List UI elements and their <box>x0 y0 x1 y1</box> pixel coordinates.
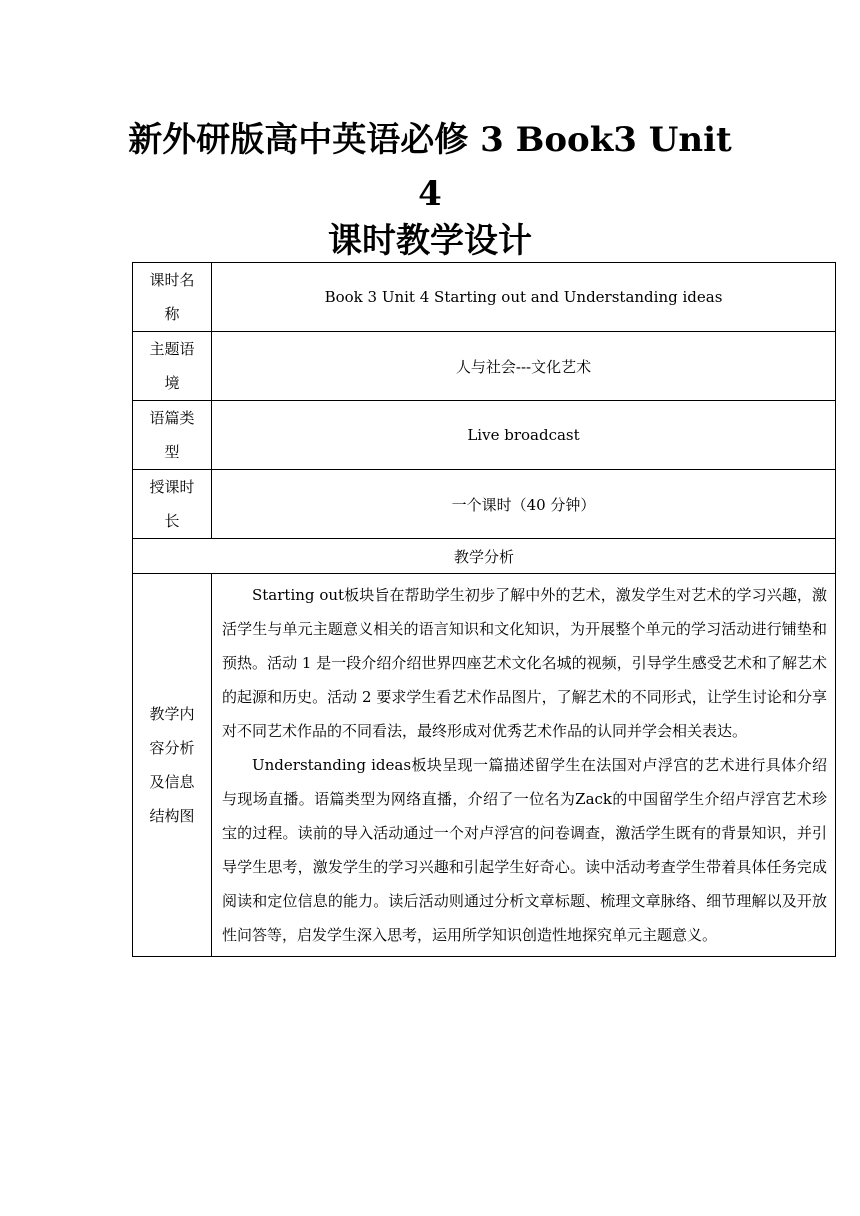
row-value: 一个课时（40 分钟） <box>212 470 836 539</box>
document-title-line-2: 4 <box>418 174 442 214</box>
row-value: 人与社会---文化艺术 <box>212 332 836 401</box>
analysis-paragraph-2: Understanding ideas板块呈现一篇描述留学生在法国对卢浮宫的艺术进行具体介绍与现场直播。语篇类型为网络直播，介绍了一位名为Zack的中国留学生介绍卢浮宫艺术珍宝的过程。读前的导入活动通过一个对卢浮宫的问卷调查，激活学生既有的背景知识，并引导学生思考，激发学生的学习兴趣和引起学生好奇心。读中活动考查学生带着具体任务完成阅读和定位信息的能力。读后活动则通过分析文章标题、梳理文章脉络、细节理解以及开放性问答等，启发学生深入思考，运用所学知识创造性地探究单元主题意义。 <box>222 756 828 944</box>
section-header-row <box>133 539 836 574</box>
row-label-line: 语篇类 <box>149 409 195 427</box>
analysis-label-line: 教学内 <box>149 705 195 723</box>
row-label-line: 境 <box>164 374 180 392</box>
row-label-line: 主题语 <box>149 340 195 358</box>
row-label <box>133 470 212 539</box>
row-label-line: 课时名 <box>149 271 195 289</box>
row-label <box>133 332 212 401</box>
analysis-content <box>212 574 836 957</box>
analysis-label <box>133 574 212 957</box>
row-label-line: 称 <box>164 305 180 323</box>
analysis-label-line: 及信息 <box>149 773 195 791</box>
analysis-row <box>133 574 836 957</box>
analysis-label-line: 结构图 <box>149 807 195 825</box>
analysis-paragraph-1: Starting out板块旨在帮助学生初步了解中外的艺术，激发学生对艺术的学习兴趣，激活学生与单元主题意义相关的语言知识和文化知识，为开展整个单元的学习活动进行铺垫和预热。活动 1 是一段介绍介绍世界四座艺术文化名城的视频，引导学生感受艺术和了解艺术的起源和历史。活动 2 要求学生看艺术作品图片，了解艺术的不同形式，让学生讨论和分享对不同艺术作品的不同看法，最终形成对优秀艺术作品的认同并学会相关表达。 <box>222 586 827 740</box>
table-row <box>133 401 836 470</box>
row-label-line: 授课时 <box>149 478 195 496</box>
document-title-line-1: 新外研版高中英语必修 3 Book3 Unit <box>128 120 732 160</box>
row-value: Book 3 Unit 4 Starting out and Understanding ideas <box>212 263 836 332</box>
lesson-plan-table <box>132 262 836 957</box>
row-label-line: 长 <box>164 512 180 530</box>
row-label <box>133 401 212 470</box>
row-label-line: 型 <box>164 443 180 461</box>
table-row <box>133 263 836 332</box>
table-row <box>133 332 836 401</box>
table-row <box>133 470 836 539</box>
row-label <box>133 263 212 332</box>
analysis-label-line: 容分析 <box>149 739 195 757</box>
section-header: 教学分析 <box>133 539 836 574</box>
row-value: Live broadcast <box>212 401 836 470</box>
document-subtitle: 课时教学设计 <box>328 221 532 261</box>
